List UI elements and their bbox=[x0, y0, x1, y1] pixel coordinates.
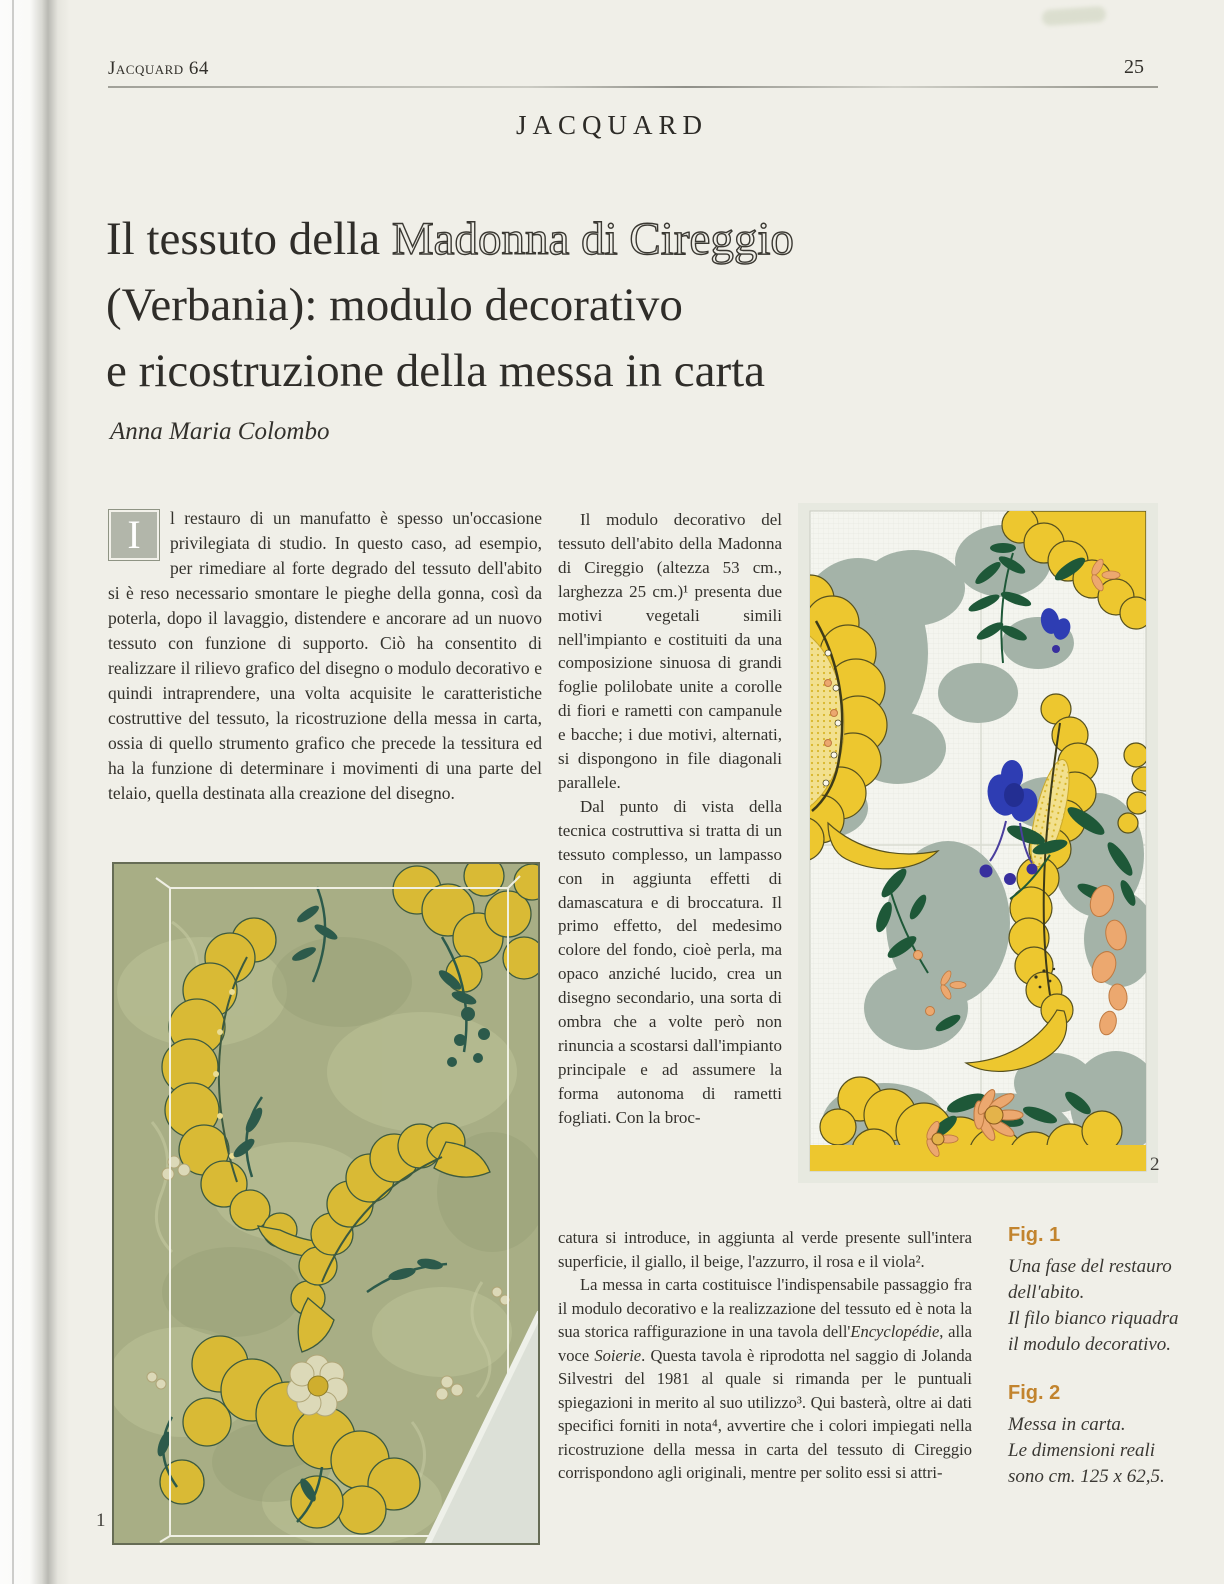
drop-cap bbox=[108, 509, 160, 561]
title-line1-outlined: Madonna di Cireggio bbox=[391, 213, 794, 265]
title-line3: e ricostruzione della messa in carta bbox=[106, 345, 766, 397]
fig1-caption-line: Il filo bianco riquadra bbox=[1008, 1308, 1179, 1329]
book-spine-shadow bbox=[0, 0, 72, 1584]
article-title bbox=[106, 206, 1156, 404]
fig1-number: 1 bbox=[96, 1510, 106, 1531]
fig2-caption bbox=[1008, 1382, 1180, 1490]
fig2-mise-en-carte-drawing bbox=[798, 503, 1158, 1183]
paragraph-4-text: . Questa tavola è riprodotta nel saggio di Jolanda Silvestri del 1981 al quale si rimanda per le puntuali spiegazioni in merito al suo utilizzo³. Qui basterà, oltre ai dati specifici forniti in nota⁴, avvertire che i colori impiegati nella ricostruzione della messa in carta del tessuto di Cireggio corrispondono agli originali, mentre per solito essi si attri- bbox=[558, 1345, 972, 1482]
fig2-number: 2 bbox=[1150, 1154, 1160, 1175]
fig1-caption-line: Una fase del restauro bbox=[1008, 1256, 1172, 1277]
encyclopedie-italic: Encyclopédie bbox=[850, 1322, 940, 1341]
title-line2: (Verbania): modulo decorativo bbox=[106, 279, 683, 331]
fig2-caption-line: Le dimensioni reali bbox=[1008, 1440, 1156, 1461]
fig2-caption-line: Messa in carta. bbox=[1008, 1414, 1126, 1435]
paragraph-3-wide: catura si introduce, in aggiunta al verde presente sull'intera superficie, il giallo, il beige, l'azzurro, il rosa e il viola². bbox=[558, 1228, 972, 1271]
fig1-caption bbox=[1008, 1224, 1180, 1358]
page-edge-line bbox=[12, 0, 14, 1584]
section-title: JACQUARD bbox=[515, 110, 709, 140]
fig1-caption-line: il modulo decorativo. bbox=[1008, 1334, 1172, 1355]
header-rule bbox=[108, 86, 1158, 88]
drop-cap-letter: I bbox=[111, 512, 157, 558]
fig1-caption-line: dell'abito. bbox=[1008, 1282, 1085, 1303]
paragraph-4-text: , alla voce bbox=[558, 1322, 972, 1365]
wide-column bbox=[558, 1226, 972, 1485]
paragraph-1: l restauro di un manufatto è spesso un'occasione privilegiata di studio. In questo caso, ad esempio, per rimediare al forte degrado del tessuto dell'abito si è reso necessario smontare le pieghe della gonna, così da poterla, dopo il lavaggio, distendere e ancorare ad un nuovo tessuto con funzione di supporto. Ciò ha consentito di realizzare il rilievo grafico del disegno o modulo decorativo e quindi intraprendere, una volta acquisite le caratteristiche costruttive del tessuto, la ricostruzione della messa in carta, ossia di quello strumento grafico che precede la tessitura ed ha la funzione di determinare i movimenti di una parte del telaio, quella destinata alla creazione del disegno. bbox=[108, 508, 542, 803]
paragraph-2: Il modulo decorativo del tessuto dell'abito della Madonna di Cireggio (altezza 53 cm., larghezza 25 cm.)¹ presenta due motivi vegetali simili nell'impianto e costituiti da una composizione sinuosa di grandi foglie polilobate unite a corolle di fiori e rametti con campanule e bacche; i due motivi, alternati, si dispongono in file diagonali parallele. bbox=[558, 510, 782, 792]
caption-column bbox=[1008, 1224, 1180, 1490]
paragraph-4-text: La messa in carta costituisce l'indispensabile passaggio fra il modulo decorativo e la realizzazione del tessuto ed è nota la sua storica raffigurazione in una tavola dell' bbox=[558, 1275, 972, 1341]
middle-column bbox=[558, 508, 782, 1130]
fig2-caption-line: sono cm. 125 x 62,5. bbox=[1008, 1466, 1165, 1487]
fig1-caption-label: Fig. 1 bbox=[1008, 1224, 1061, 1246]
paragraph-4 bbox=[558, 1273, 972, 1485]
fig2-caption-label: Fig. 2 bbox=[1008, 1382, 1061, 1404]
journal-name: Jacquard 64 bbox=[108, 58, 209, 79]
fig1-textile-photo bbox=[112, 862, 540, 1545]
title-line1-regular: Il tessuto della bbox=[106, 213, 392, 265]
left-column bbox=[108, 506, 542, 806]
scan-smudge bbox=[1042, 6, 1107, 26]
soierie-italic: Soierie bbox=[594, 1345, 642, 1365]
page-number: 25 bbox=[1124, 56, 1144, 78]
paragraph-3-narrow: Dal punto di vista della tecnica costruttiva si tratta di un tessuto complesso, un lampasso con in aggiunta effetti di damascatura e di broccatura. Il primo effetto, del medesimo colore del fondo, cioè perla, ma opaco anziché lucido, crea un disegno secondario, una sorta di ombra che a volte però non rinuncia a scostarsi dall'impianto principale e ad assumere la forma autonoma di rametti fogliati. Con la broc- bbox=[558, 796, 782, 1127]
author-byline: Anna Maria Colombo bbox=[110, 418, 330, 445]
